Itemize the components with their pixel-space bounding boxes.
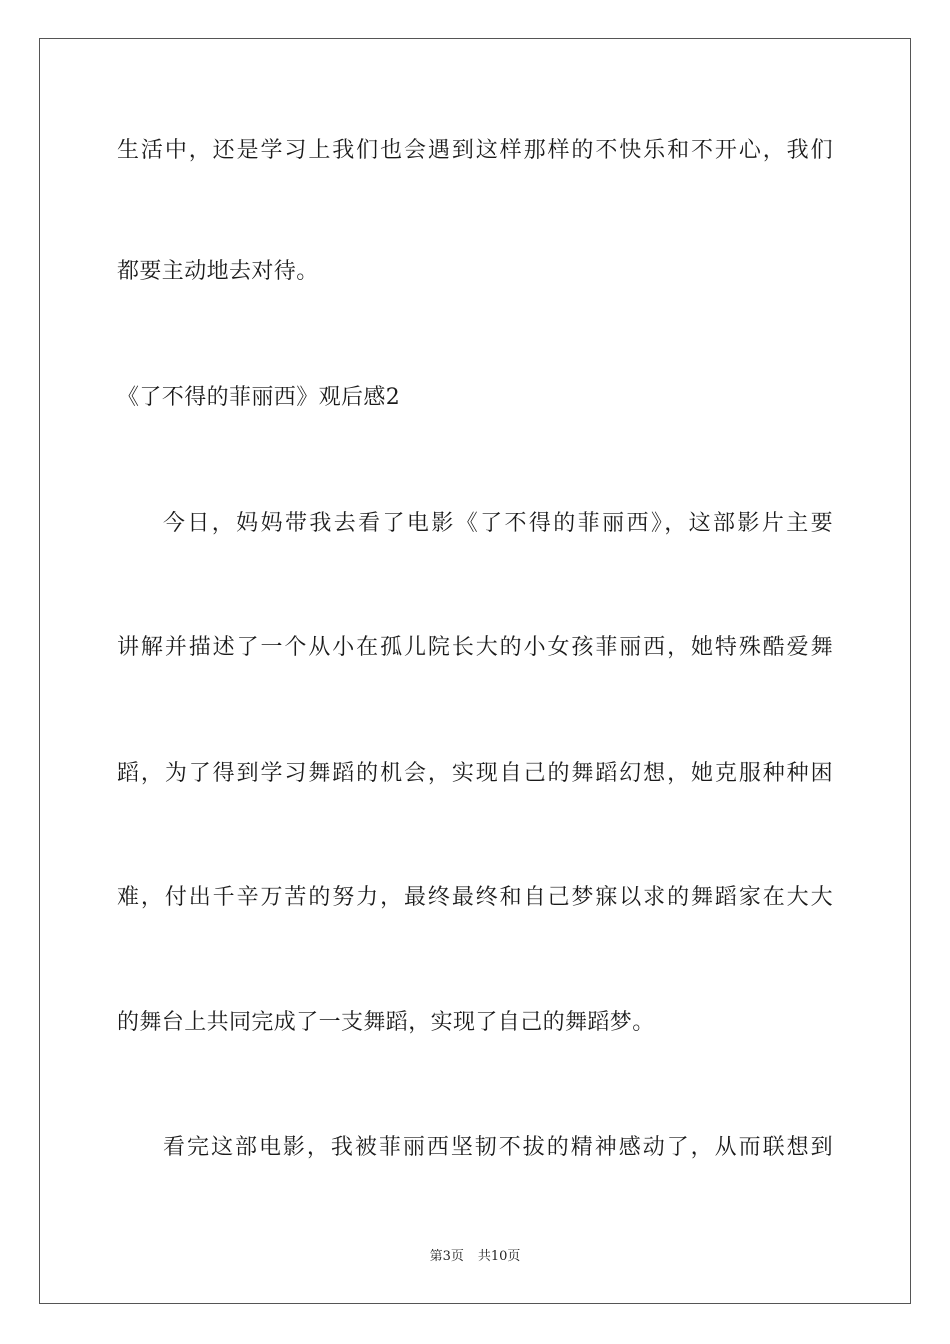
page-border xyxy=(39,38,911,1304)
paragraph-line-2: 都要主动地去对待。 xyxy=(117,259,319,284)
paragraph-line-3: 今日，妈妈带我去看了电影《了不得的菲丽西》，这部影片主要 xyxy=(163,511,833,536)
paragraph-line-6: 难，付出千辛万苦的努力，最终最终和自己梦寐以求的舞蹈家在大大 xyxy=(117,885,833,910)
paragraph-line-4: 讲解并描述了一个从小在孤儿院长大的小女孩菲丽西，她特殊酷爱舞 xyxy=(117,635,833,660)
page-footer xyxy=(0,1248,950,1266)
page-total: 共10页 xyxy=(477,1249,521,1264)
page-number: 第3页 xyxy=(429,1249,464,1264)
section-heading: 《了不得的菲丽西》观后感2 xyxy=(117,385,401,410)
paragraph-line-8: 看完这部电影，我被菲丽西坚韧不拔的精神感动了，从而联想到 xyxy=(163,1135,833,1160)
paragraph-line-1: 生活中，还是学习上我们也会遇到这样那样的不快乐和不开心，我们 xyxy=(117,138,833,163)
paragraph-line-5: 蹈，为了得到学习舞蹈的机会，实现自己的舞蹈幻想，她克服种种困 xyxy=(117,761,833,786)
paragraph-line-7: 的舞台上共同完成了一支舞蹈，实现了自己的舞蹈梦。 xyxy=(117,1010,655,1035)
